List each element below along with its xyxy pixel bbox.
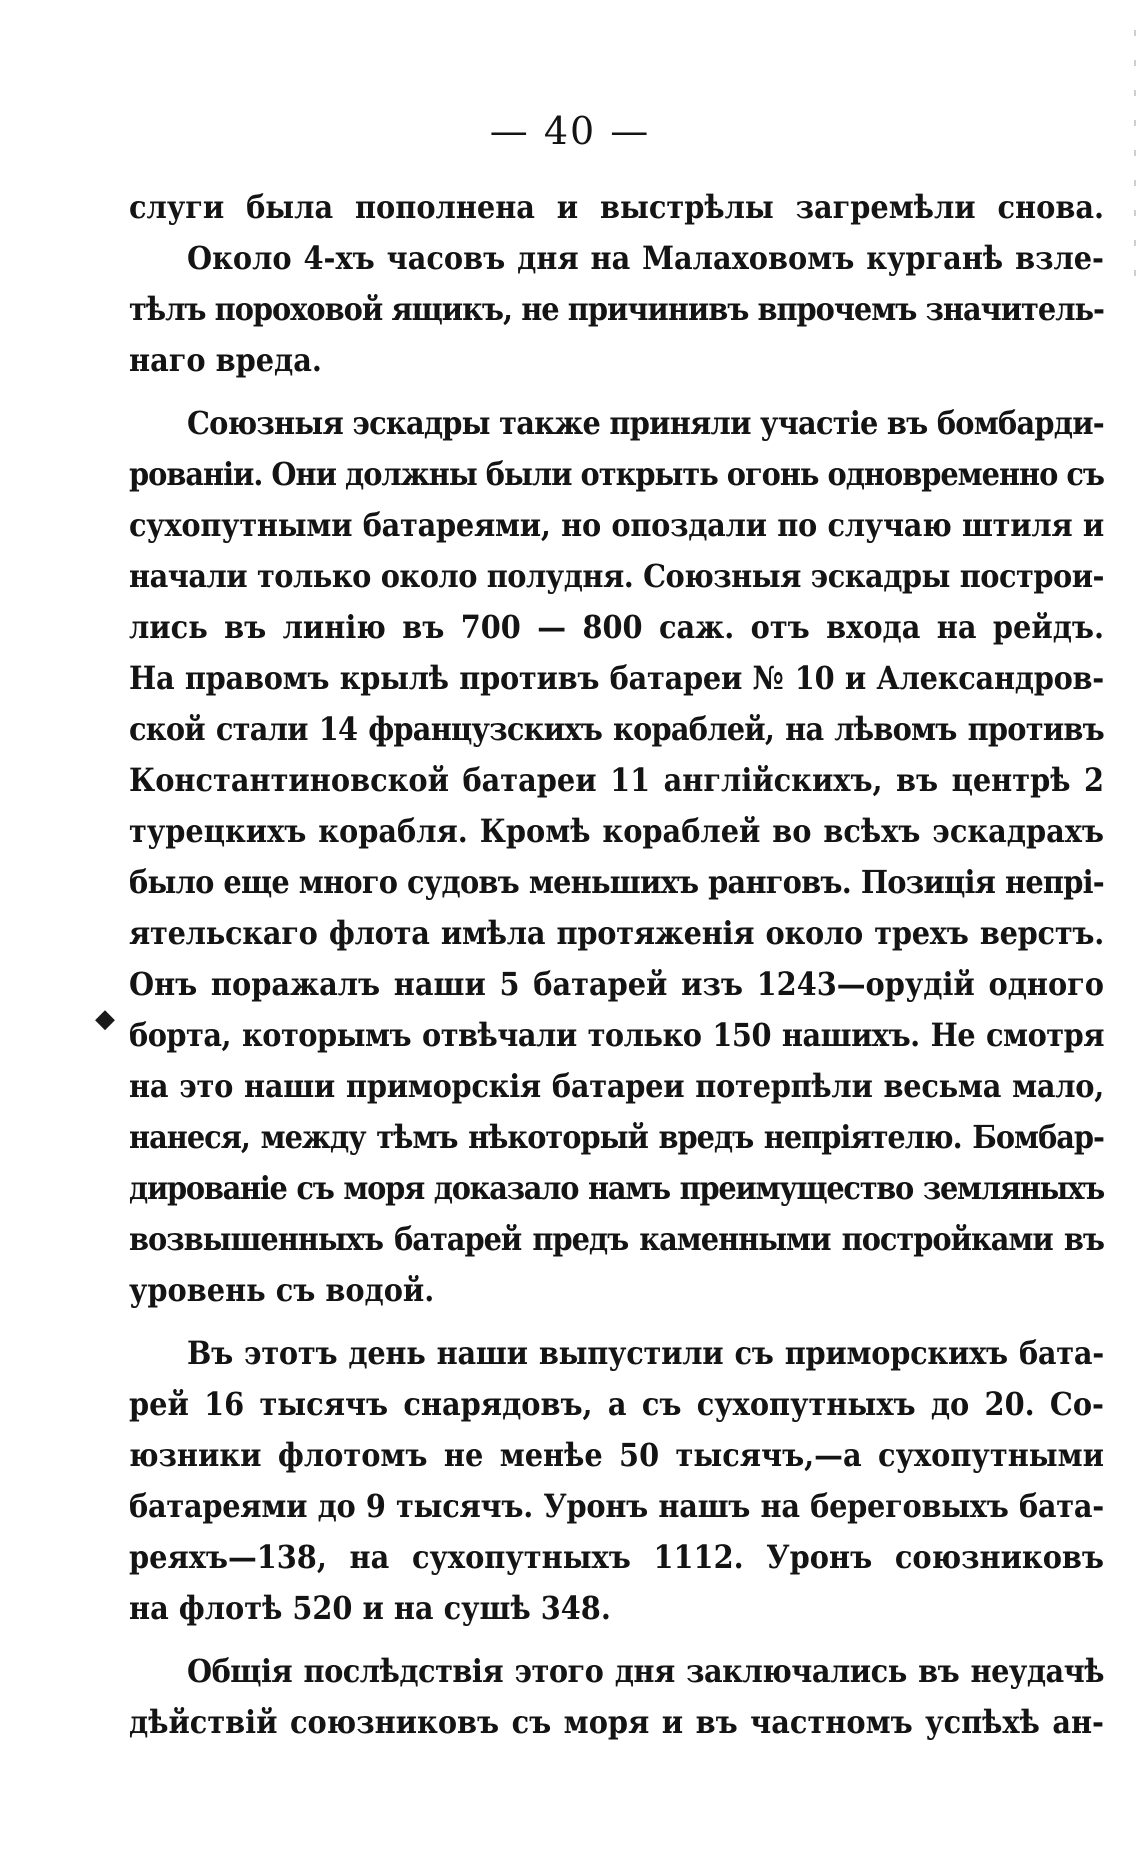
text-line: уровень съ водой. (129, 1271, 435, 1309)
text-line: батареями до 9 тысячъ. Уронъ нашъ на береговыхъ бата- (129, 1487, 1104, 1525)
paragraph (129, 182, 1104, 233)
text-line: на это наши приморскія батареи потерпѣли весьма мало, (129, 1067, 1104, 1105)
text-line: нанеся, между тѣмъ нѣкоторый вредъ непріятелю. Бомбар- (129, 1118, 1104, 1156)
paragraph-gap (129, 386, 1104, 398)
text-line: рованіи. Они должны были открыть огонь одновременно съ (129, 455, 1104, 493)
text-line: Около 4-хъ часовъ дня на Малаховомъ курганѣ взле- (187, 239, 1104, 277)
paragraph-gap (129, 1316, 1104, 1328)
text-line: Константиновской батареи 11 англійскихъ, въ центрѣ 2 (129, 761, 1104, 799)
text-line: лись въ линію въ 700 — 800 саж. отъ входа на рейдъ. (129, 608, 1104, 646)
text-line: было еще много судовъ меньшихъ ранговъ. Позиція непрі- (129, 863, 1104, 901)
text-line: турецкихъ корабля. Кромѣ кораблей во всѣхъ эскадрахъ (129, 812, 1104, 850)
text-line: слуги была пополнена и выстрѣлы загремѣли снова. (129, 188, 1104, 226)
paragraph (129, 1328, 1104, 1634)
text-line: на флотѣ 520 и на сушѣ 348. (129, 1589, 611, 1627)
text-line: Въ этотъ день наши выпустили съ приморскихъ бата- (187, 1334, 1104, 1372)
text-line: ятельскаго флота имѣла протяженія около трехъ верстъ. (129, 914, 1104, 952)
text-line: Онъ поражалъ наши 5 батарей изъ 1243—орудій одного (129, 965, 1104, 1003)
text-line: реяхъ—138, на сухопутныхъ 1112. Уронъ союзниковъ (129, 1538, 1104, 1576)
text-line: сухопутными батареями, но опоздали по случаю штиля и (129, 506, 1104, 544)
margin-mark-icon: ◆ (95, 1004, 115, 1034)
paragraph (129, 233, 1104, 386)
text-line: борта, которымъ отвѣчали только 150 нашихъ. Не смотря (129, 1016, 1104, 1054)
text-line: рей 16 тысячъ снарядовъ, а съ сухопутныхъ до 20. Со- (129, 1385, 1104, 1423)
text-line: начали только около полудня. Союзныя эскадры построи- (129, 557, 1104, 595)
scan-edge-marks (1134, 30, 1136, 290)
text-line: возвышенныхъ батарей предъ каменными постройками въ (129, 1220, 1104, 1258)
text-line: тѣлъ пороховой ящикъ, не причинивъ впрочемъ значитель- (129, 290, 1104, 328)
text-line: Общія послѣдствія этого дня заключались въ неудачѣ (187, 1652, 1104, 1690)
paragraph-gap (129, 1634, 1104, 1646)
text-line: дѣйствій союзниковъ съ моря и въ частномъ успѣхѣ ан- (129, 1703, 1104, 1741)
text-line: На правомъ крылѣ противъ батареи № 10 и Александров- (129, 659, 1104, 697)
text-line: ской стали 14 французскихъ кораблей, на лѣвомъ противъ (129, 710, 1104, 748)
text-line: юзники флотомъ не менѣе 50 тысячъ,—а сухопутными (129, 1436, 1104, 1474)
body-text (129, 182, 1104, 1748)
paragraph (129, 1646, 1104, 1748)
paragraph (129, 398, 1104, 1316)
page-number: — 40 — (489, 109, 651, 153)
text-line: наго вреда. (129, 341, 322, 379)
text-line: дированіе съ моря доказало намъ преимущество земляныхъ (129, 1169, 1104, 1207)
text-line: Союзныя эскадры также приняли участіе въ бомбарди- (187, 404, 1104, 442)
